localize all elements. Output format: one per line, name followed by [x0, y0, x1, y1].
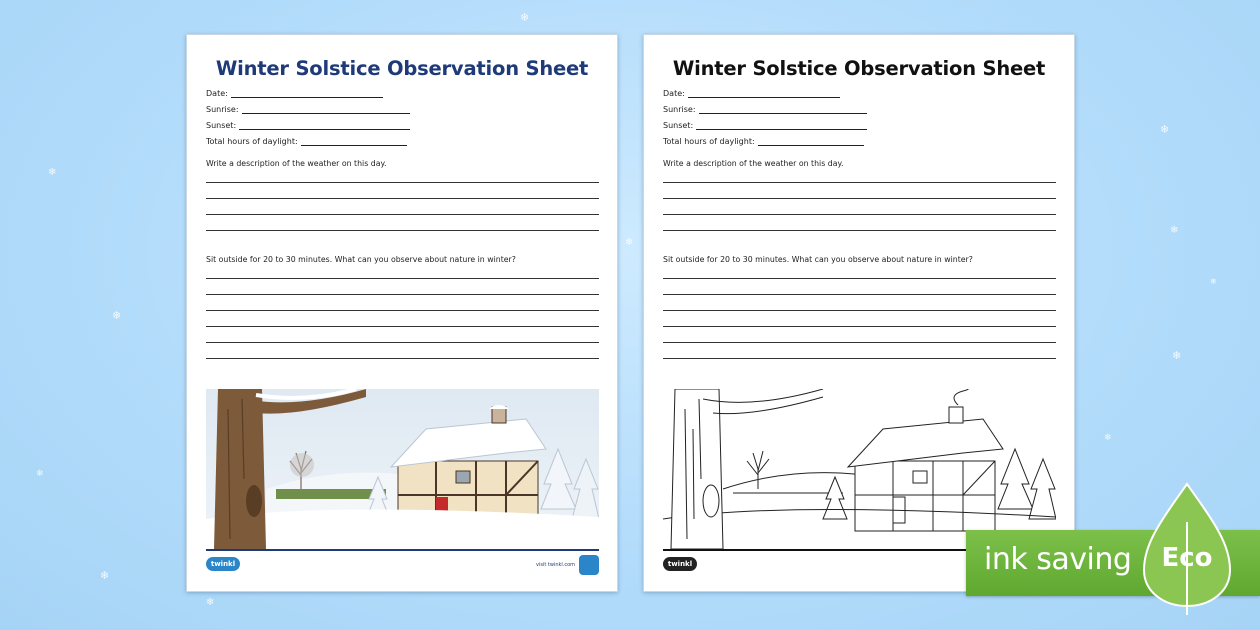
sunset-field: [663, 121, 867, 130]
snowflake-icon: ❄: [36, 469, 44, 479]
weather-prompt: Write a description of the weather on this day.: [206, 159, 387, 168]
writing-line: [663, 310, 1056, 311]
writing-line: [663, 278, 1056, 279]
winter-scene-illustration: [206, 389, 599, 549]
writing-line: [206, 230, 599, 231]
snowflake-icon: ❄: [206, 597, 215, 608]
writing-line: [663, 182, 1056, 183]
answer-line: [696, 128, 867, 130]
writing-line: [663, 198, 1056, 199]
answer-line: [688, 96, 840, 98]
field-label: Date:: [663, 89, 685, 98]
writing-line: [663, 326, 1056, 327]
sunrise-field: [206, 105, 410, 114]
field-label: Sunrise:: [206, 105, 239, 114]
snowflake-icon: ❄: [625, 237, 634, 248]
writing-line: [206, 310, 599, 311]
snowflake-icon: ❄: [1172, 349, 1182, 362]
nature-prompt: Sit outside for 20 to 30 minutes. What can you observe about nature in winter?: [206, 255, 516, 264]
field-label: Sunset:: [663, 121, 694, 130]
worksheet-colour: [186, 34, 618, 592]
field-label: Date:: [206, 89, 228, 98]
field-label: Sunrise:: [663, 105, 696, 114]
writing-line: [206, 294, 599, 295]
date-field: [663, 89, 840, 98]
date-field: [206, 89, 383, 98]
twinkl-logo: twinkl: [206, 557, 240, 571]
snowflake-icon: ❄: [100, 569, 110, 582]
winter-scene-line-art: [663, 389, 1056, 549]
writing-line: [206, 198, 599, 199]
answer-line: [231, 96, 383, 98]
footer-rule: [206, 549, 599, 551]
sheet-title: Winter Solstice Observation Sheet: [672, 57, 1046, 80]
eco-label: Eco: [1161, 543, 1213, 573]
writing-line: [663, 358, 1056, 359]
writing-line: [663, 294, 1056, 295]
ink-saving-label: ink saving: [984, 542, 1132, 577]
writing-line: [206, 358, 599, 359]
writing-line: [663, 342, 1056, 343]
writing-line: [206, 342, 599, 343]
field-label: Sunset:: [206, 121, 237, 130]
footer-url: visit twinkl.com: [536, 562, 576, 568]
award-badge-icon: [579, 555, 599, 575]
writing-line: [663, 230, 1056, 231]
sunrise-field: [663, 105, 867, 114]
answer-line: [699, 112, 867, 114]
field-label: Total hours of daylight:: [206, 137, 298, 146]
nature-prompt: Sit outside for 20 to 30 minutes. What can you observe about nature in winter?: [663, 255, 973, 264]
weather-prompt: Write a description of the weather on this day.: [663, 159, 844, 168]
answer-line: [242, 112, 410, 114]
snowflake-icon: ❄: [1210, 277, 1217, 286]
writing-line: [206, 182, 599, 183]
daylight-field: [663, 137, 864, 146]
writing-line: [206, 214, 599, 215]
snowflake-icon: ❄: [1160, 123, 1170, 136]
snowflake-icon: ❄: [520, 11, 530, 24]
snowflake-icon: ❄: [1104, 433, 1112, 443]
sunset-field: [206, 121, 410, 130]
sheet-title: Winter Solstice Observation Sheet: [215, 57, 589, 80]
writing-line: [206, 326, 599, 327]
field-label: Total hours of daylight:: [663, 137, 755, 146]
answer-line: [239, 128, 410, 130]
answer-line: [301, 144, 407, 146]
snowflake-icon: ❄: [48, 167, 57, 178]
snowflake-icon: ❄: [1170, 225, 1179, 236]
worksheet-ink-saving: [643, 34, 1075, 592]
daylight-field: [206, 137, 407, 146]
snowflake-icon: ❄: [112, 309, 122, 322]
answer-line: [758, 144, 864, 146]
writing-line: [206, 278, 599, 279]
writing-line: [663, 214, 1056, 215]
twinkl-logo: twinkl: [663, 557, 697, 571]
